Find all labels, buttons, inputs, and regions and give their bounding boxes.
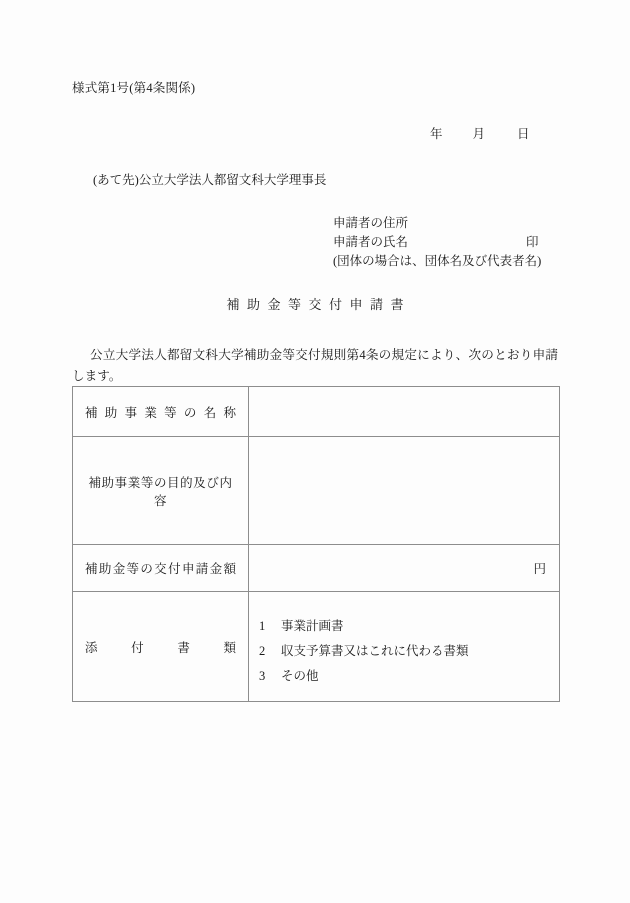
row-label-grant-amount <box>73 545 249 592</box>
row-label-attachments <box>73 592 249 702</box>
applicant-note: (団体の場合は、団体名及び代表者名) <box>333 254 542 268</box>
addressee-line: (あて先)公立大学法人都留文科大学理事長 <box>93 173 327 187</box>
date-day-label: 日 <box>517 127 530 141</box>
table-row <box>73 387 560 437</box>
label-text: 添付書類 <box>85 640 236 655</box>
applicant-name-row <box>333 233 541 252</box>
seal-mark: 印 <box>526 235 539 249</box>
body-paragraph: 公立大学法人都留文科大学補助金等交付規則第4条の規定により、次のとおり申請します。 <box>72 348 558 383</box>
list-item <box>259 614 559 639</box>
attachment-label: 収支予算書又はこれに代わる書類 <box>281 644 469 658</box>
label-text: 補助金等の交付申請金額 <box>85 562 236 576</box>
table-row <box>73 545 560 592</box>
table-row <box>73 437 560 545</box>
attachment-number: 2 <box>259 644 266 658</box>
applicant-note-row <box>333 252 541 271</box>
field-attachments <box>249 592 560 702</box>
attachment-number: 3 <box>259 669 266 683</box>
applicant-address-row <box>333 214 541 233</box>
list-item <box>259 664 559 689</box>
date-line <box>430 124 530 142</box>
applicant-address-label: 申請者の住所 <box>333 216 409 230</box>
applicant-name-label: 申請者の氏名 <box>333 235 409 249</box>
form-number: 様式第1号(第4条関係) <box>72 81 196 95</box>
table-row <box>73 592 560 702</box>
currency-unit: 円 <box>533 562 546 576</box>
field-project-purpose[interactable] <box>249 437 560 545</box>
row-label-project-purpose <box>73 437 249 545</box>
attachment-list <box>249 604 559 689</box>
page-title: 補助金等交付申請書 <box>226 297 411 312</box>
application-table <box>72 386 560 702</box>
attachment-label: 事業計画書 <box>281 619 344 633</box>
field-project-name[interactable] <box>249 387 560 437</box>
attachment-number: 1 <box>259 619 266 633</box>
date-year-label: 年 <box>430 127 443 141</box>
label-text: 補助事業等の目的及び内容 <box>88 475 233 508</box>
row-label-project-name <box>73 387 249 437</box>
date-month-label: 月 <box>472 127 486 141</box>
attachment-label: その他 <box>281 669 319 683</box>
list-item <box>259 639 559 664</box>
field-grant-amount[interactable] <box>249 545 560 592</box>
label-text: 補助事業等の名称 <box>85 405 236 420</box>
applicant-block <box>333 214 541 271</box>
